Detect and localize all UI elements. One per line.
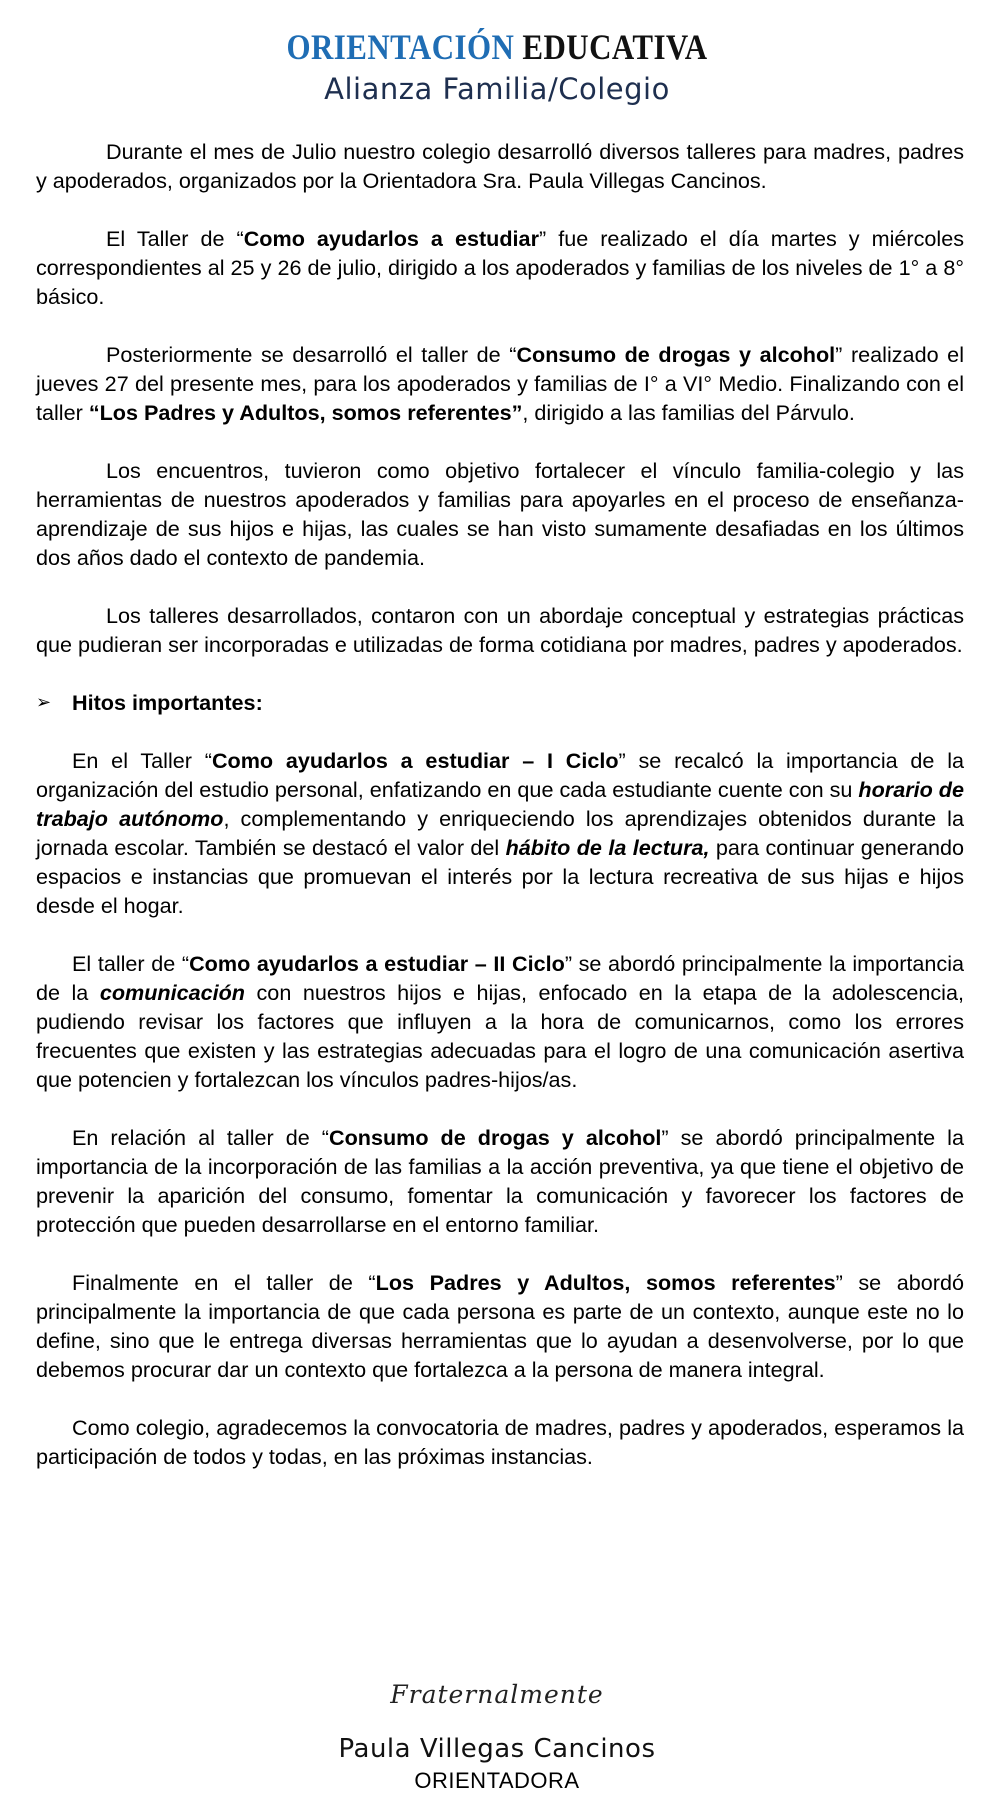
text-run: ” se recalcó la importancia de la organización del estudio personal, enfatizando en que cada estudiante cuente con su bbox=[36, 748, 965, 802]
document-subtitle: Alianza Familia/Colegio bbox=[324, 72, 670, 106]
bold-italic-run: horario de trabajo autónomo bbox=[36, 777, 964, 831]
text-run: El taller de “ bbox=[72, 951, 190, 976]
bold-italic-run: comunicación bbox=[99, 980, 246, 1005]
bold-run: Consumo de drogas y alcohol bbox=[328, 1125, 662, 1150]
bullet-heading-text: Hitos importantes: bbox=[72, 690, 263, 715]
paragraph-talleres: Los talleres desarrollados, contaron con un abordaje conceptual y estrategias prácticas que pudieran ser incorporadas e utilizadas de forma cotidiana por madres, padres y apoderados. bbox=[36, 603, 964, 657]
text-run: ” se abordó principalmente la importancia de que cada persona es parte de un contexto, aunque este no lo define, sino que le entrega diversas herramientas que lo ayudan a desenvolverse, por lo que debemos procurar dar un contexto que fortalezca a la persona de manera integral. bbox=[36, 1270, 965, 1382]
paragraph-encuentros: Los encuentros, tuvieron como objetivo fortalecer el vínculo familia-colegio y las herramientas de nuestros apoderados y familias para apoyarles en el proceso de enseñanza- aprendizaje de sus hijos e hijas, las cuales se han visto sumamente desafiadas en los últimos dos años dado el contexto de pandemia. bbox=[36, 458, 964, 570]
text-run: con nuestros hijos e hijas, enfocado en la etapa de la adolescencia, pudiendo revisar los factores que influyen a la hora de comunicarnos, como los errores frecuentes que existen y las estrategias adecuadas para el logro de una comunicación asertiva que potencien y fortalezcan los vínculos padres-hijos/as. bbox=[36, 980, 964, 1092]
paragraph-agradecimiento: Como colegio, agradecemos la convocatoria de madres, padres y apoderados, esperamos la participación de todos y todas, en las próximas instancias. bbox=[36, 1415, 964, 1469]
bold-run: Como ayudarlos a estudiar – I Ciclo bbox=[211, 748, 619, 773]
paragraph-hito-2 bbox=[36, 949, 964, 1094]
text-run: , complementando y enriqueciendo los aprendizajes obtenidos durante la jornada escolar. También se destacó el valor del bbox=[36, 806, 964, 860]
text-run: Posteriormente se desarrolló el taller de “ bbox=[106, 342, 517, 367]
bold-run: Como ayudarlos a estudiar – II Ciclo bbox=[189, 951, 565, 976]
arrow-bullet-icon: ➢ bbox=[36, 692, 52, 712]
signatory-role: ORIENTADORA bbox=[414, 1768, 580, 1793]
bold-run: Consumo de drogas y alcohol bbox=[516, 342, 836, 367]
bullet-heading-hitos bbox=[36, 688, 964, 717]
bold-run: Los Padres y Adultos, somos referentes bbox=[375, 1270, 836, 1295]
text-run: ” realizado el jueves 27 del presente mes, para los apoderados y familias de I° a VI° Medio. Finalizando con el taller bbox=[36, 342, 964, 425]
paragraph-taller-drogas bbox=[36, 340, 964, 427]
title-word-educativa: EDUCATIVA bbox=[522, 27, 708, 67]
closing-salutation: Fraternalmente bbox=[390, 1680, 604, 1709]
text-run: En relación al taller de “ bbox=[72, 1125, 329, 1150]
paragraph-hito-1 bbox=[36, 746, 964, 920]
text-run: En el Taller “ bbox=[72, 748, 212, 773]
text-run: , dirigido a las familias del Párvulo. bbox=[522, 400, 855, 425]
text-run: para continuar generando espacios e instancias que promuevan el interés por la lectura recreativa de sus hijas e hijos desde el hogar. bbox=[36, 835, 964, 918]
text-run: ” se abordó principalmente la importancia de la incorporación de las familias a la acción preventiva, ya que tiene el objetivo de prevenir la aparición del consumo, fomentar la comunicación y favorecer los factores de protección que pueden desarrollarse en el entorno familiar. bbox=[36, 1125, 964, 1237]
title-word-orientacion: ORIENTACIÓN bbox=[286, 27, 515, 67]
bold-run: Como ayudarlos a estudiar bbox=[243, 226, 539, 251]
text-run: Finalmente en el taller de “ bbox=[72, 1270, 376, 1295]
text-run: ” se abordó principalmente la importancia de la bbox=[36, 951, 965, 1005]
paragraph-hito-3 bbox=[36, 1123, 964, 1239]
document-title bbox=[70, 26, 925, 68]
bold-italic-run: hábito de la lectura, bbox=[505, 835, 710, 860]
paragraph-hito-4 bbox=[36, 1268, 964, 1384]
document-body bbox=[36, 137, 964, 1500]
bold-run: “Los Padres y Adultos, somos referentes” bbox=[88, 400, 523, 425]
text-run: El Taller de “ bbox=[106, 226, 244, 251]
paragraph-taller-estudiar bbox=[36, 224, 964, 311]
text-run: ” fue realizado el día martes y miércoles correspondientes al 25 y 26 de julio, dirigido a los apoderados y familias de los niveles de 1° a 8° básico. bbox=[36, 226, 964, 309]
paragraph-intro: Durante el mes de Julio nuestro colegio desarrolló diversos talleres para madres, padres y apoderados, organizados por la Orientadora Sra. Paula Villegas Cancinos. bbox=[36, 139, 964, 193]
signatory-name: Paula Villegas Cancinos bbox=[338, 1734, 656, 1764]
